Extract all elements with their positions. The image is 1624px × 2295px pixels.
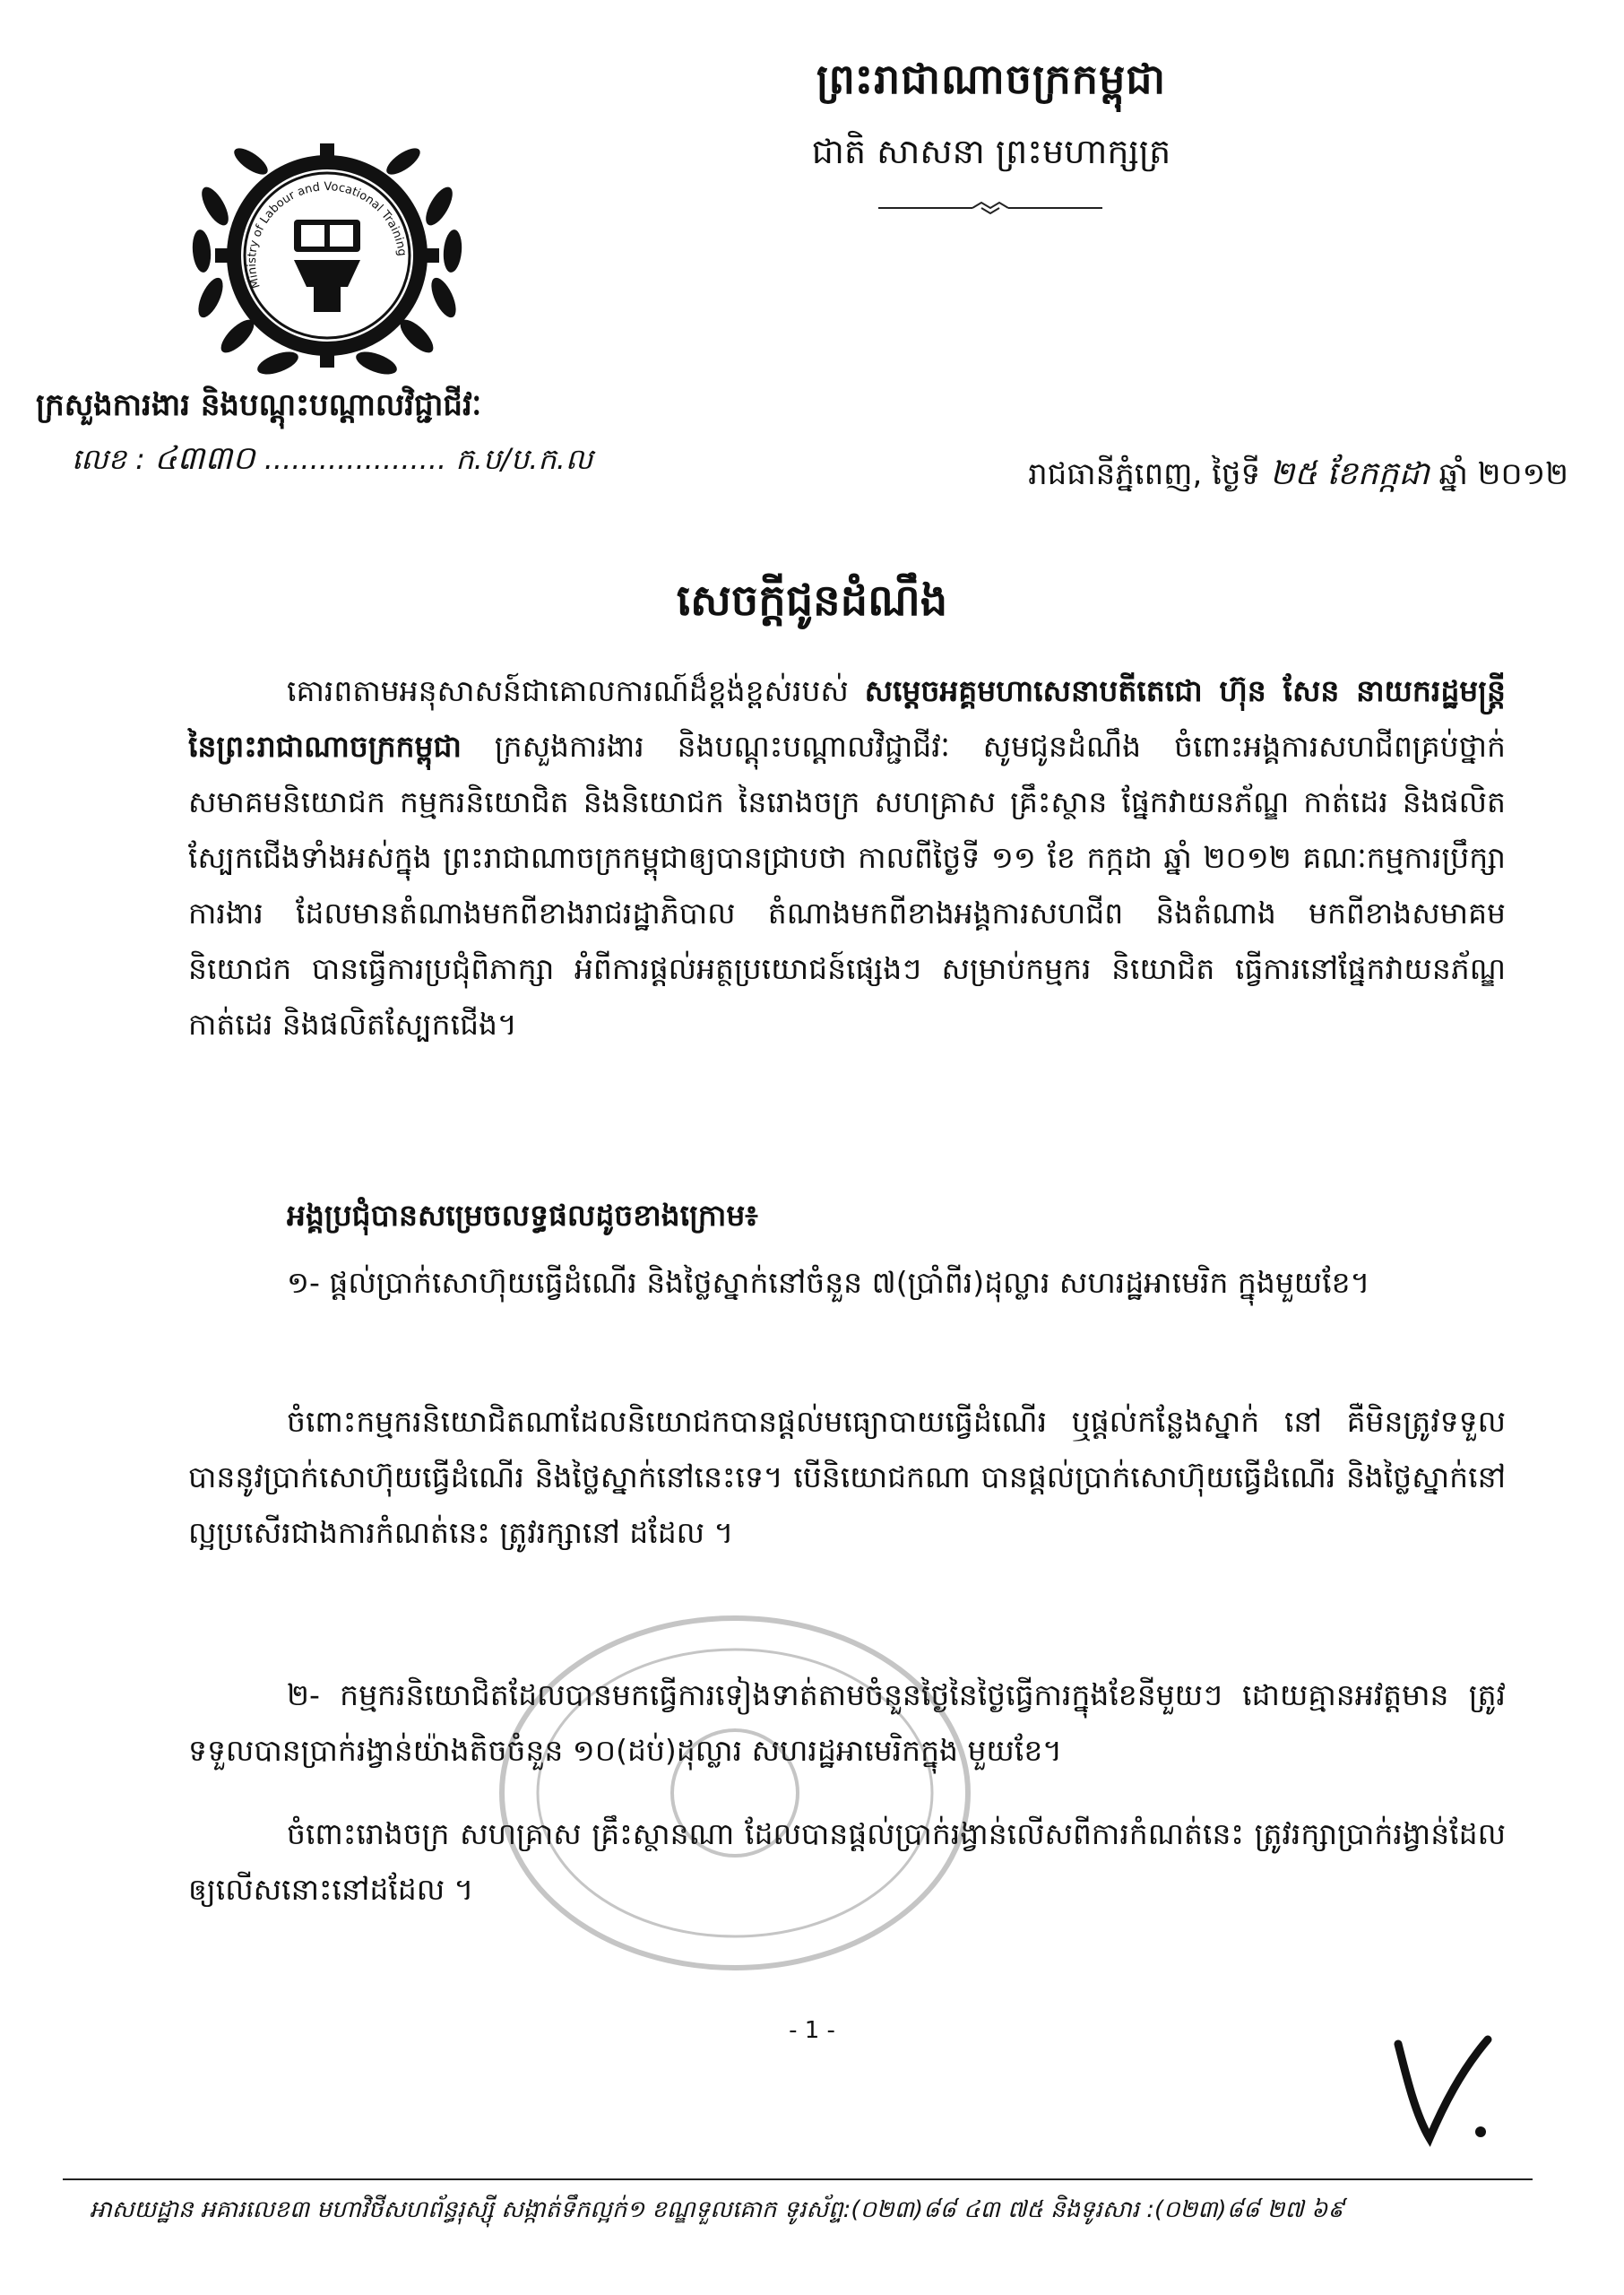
prime-minister-name: សម្តេចអគ្គមហាសេនាបតីតេជោ ហ៊ុន សែន នាយករដ្ឋមន្ត្រី នៃព្រះរាជាណាចក្រកម្ពុជា [188,673,1506,764]
paragraph-item-2-detail: ចំពោះរោងចក្រ សហគ្រាស គ្រឹះស្ថានណា ដែលបានផ្តល់ប្រាក់រង្វាន់លើសពីការកំណត់នេះ ត្រូវរក្សាប្រាក់រង្វាន់ដែលឲ្យលើសនោះនៅដដែល ។ [188,1816,1506,1907]
intro-body-text: ក្រសួងការងារ និងបណ្តុះបណ្តាលវិជ្ជាជីវៈ សូមជូនដំណឹង ចំពោះអង្គការសហជីពគ្រប់ថ្នាក់ សមាគមនិយោជក កម្មករនិយោជិត និងនិយោជក នៃរោងចក្រ សហគ្រាស គ្រឹះស្ថាន ផ្នែកវាយនភ័ណ្ឌ កាត់ដេរ និងផលិតស្បែកជើងទាំងអស់ក្នុង ព្រះរាជាណាចក្រកម្ពុជាឲ្យបានជ្រាបថា កាលពីថ្ងៃទី ១១ ខែ កក្កដា ឆ្នាំ ២០១២ គណៈកម្មការប្រឹក្សា ការងារ ដែលមានតំណាងមកពីខាងរាជរដ្ឋាភិបាល តំណាងមកពីខាងអង្គការសហជីព និងតំណាង មកពីខាងសមាគមនិយោជក បានធ្វើការប្រជុំពិភាក្សា អំពីការផ្តល់អត្ថប្រយោជន៍ផ្សេងៗ សម្រាប់កម្មករ និយោជិត ធ្វើការនៅផ្នែកវាយនភ័ណ្ឌ កាត់ដេរ និងផលិតស្បែកជើង។ [188,729,1506,1042]
svg-text:Ministry of Labour and Vocatio: Ministry of Labour and Vocational Training [245,180,409,290]
paragraph-item-2: ២- កម្មករនិយោជិតដែលបានមកធ្វើការទៀងទាត់តាមចំនួនថ្ងៃនៃថ្ងៃធ្វើការក្នុងខែនីមួយៗ ដោយគ្មានអវត្តមាន ត្រូវទទួលបានប្រាក់រង្វាន់យ៉ាងតិចចំនួន ១០(ដប់)ដុល្លារ សហរដ្ឋអាមេរិកក្នុង មួយខែ។ [188,1677,1506,1768]
paragraph-intro [188,663,1506,1052]
reference-number-line [72,437,789,485]
reference-number-value: ៤៣៣០ [154,440,255,477]
signature-mark [1380,2026,1506,2152]
paragraph-decision-heading: អង្គប្រជុំបានសម្រេចលទ្ធផលដូចខាងក្រោម៖ [287,1198,758,1233]
ministry-seal-logo [179,108,475,403]
national-motto: ជាតិ សាសនា ព្រះមហាក្សត្រ [811,132,1171,171]
paragraph-item-1-detail: ចំពោះកម្មករនិយោជិតណាដែលនិយោជកបានផ្តល់មធ្យោបាយធ្វើដំណើរ ឬផ្តល់កន្លែងស្នាក់ នៅ គឺមិនត្រូវទទួលបាននូវប្រាក់សោហ៊ុយធ្វើដំណើរ និងថ្លៃស្នាក់នៅនេះទេ។ បើនិយោជកណា បានផ្តល់ប្រាក់សោហ៊ុយធ្វើដំណើរ និងថ្លៃស្នាក់នៅល្អប្រសើរជាងការកំណត់នេះ ត្រូវរក្សានៅ ដដែល ។ [188,1404,1506,1550]
document-title: សេចក្តីជូនដំណឹង [676,576,948,626]
reference-number-label: លេខ : [72,442,145,476]
page-number: - 1 - [789,2017,835,2044]
paragraph-item-1: ១- ផ្តល់ប្រាក់សោហ៊ុយធ្វើដំណើរ និងថ្លៃស្នាក់នៅចំនួន ៧(ប្រាំពីរ)ដុល្លារ សហរដ្ឋអាមេរិក ក្នុងមួយខែ។ [287,1265,1370,1300]
ministry-name: ក្រសួងការងារ និងបណ្តុះបណ្តាលវិជ្ជាជីវៈ [36,387,482,423]
ornament-divider-icon [878,199,1102,217]
dateline [780,453,1568,500]
reference-number-suffix: ក.ប/ប.ក.ល [455,442,593,476]
footer-address: អាសយដ្ឋាន អគារលេខ៣ មហាវិថីសហព័ន្ធរុស្ស៊ី សង្កាត់ទឹកល្អក់១ ខណ្ឌទួលគោក ទូរស័ព្ទ:(០២៣)៨៨ ៤៣ ៧៥ និងទូរសារ :(០២៣)៨៨ ២៧ ៦៩ [90,2196,1344,2223]
dateline-day: ២៥ [1269,455,1317,492]
dateline-month: ខែកក្កដា [1326,455,1430,492]
official-stamp-icon [484,1605,986,1981]
intro-lead-text: គោរពតាមអនុសាសន៍ជាគោលការណ៍ដ៏ខ្ពង់ខ្ពស់របស់ [287,673,865,708]
dateline-year: ឆ្នាំ ២០១២ [1438,456,1568,492]
dateline-prefix: រាជធានីភ្នំពេញ, ថ្ងៃទី [1028,456,1261,492]
reference-dots: .................... [263,442,447,476]
kingdom-heading: ព្រះរាជាណាចក្រកម្ពុជា [816,55,1167,103]
footer-divider [63,2178,1533,2180]
